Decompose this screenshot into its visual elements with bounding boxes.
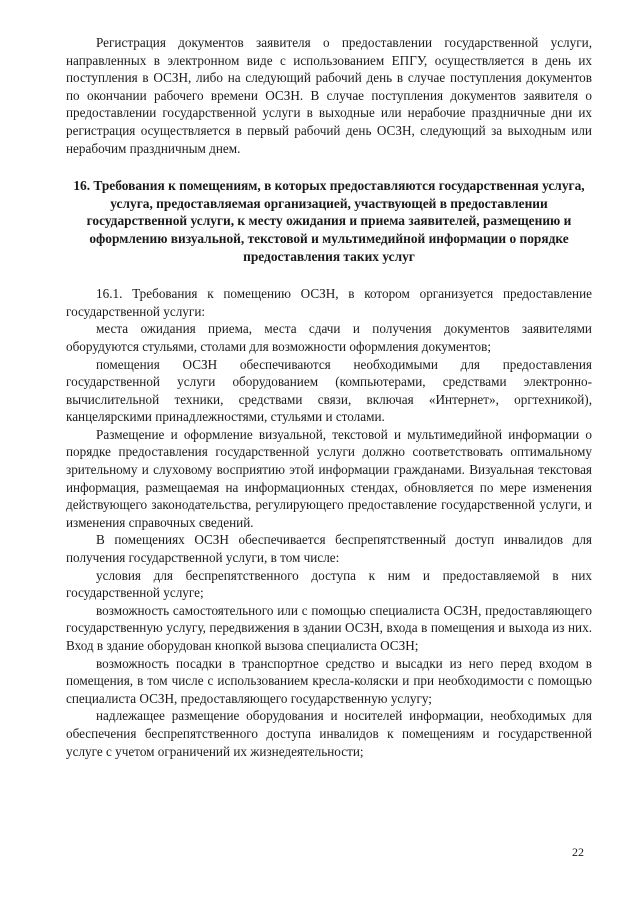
- document-page: [66, 34, 592, 760]
- paragraph-information-placement: Размещение и оформление визуальной, текстовой и мультимедийной информации о порядке предоставления государственной услуги должно соответствовать оптимальному зрительному и слуховому восприятию этой информации гражданами. Визуальная текстовая информация, размещаемая на информационных стендах, обновляется по мере изменения действующего законодательства, регулирующего предоставление государственной услуги, и изменения справочных сведений.: [66, 426, 592, 530]
- paragraph-equipment-placement: надлежащее размещение оборудования и носителей информации, необходимых для обеспечения беспрепятственного доступа инвалидов к помещениям и государственной услуге с учетом ограничений их жизнедеятельности;: [66, 708, 592, 759]
- section-heading: 16. Требования к помещениям, в которых предоставляются государственная услуга, услуга, предоставляемая организацией, участвующей в предоставлении государственной услуги, к месту ожидания и приема заявителей, размещению и оформлению визуальной, текстовой и мультимедийной информации о порядке предоставления таких услуг: [73, 178, 585, 264]
- paragraph-transport: возможность посадки в транспортное средство и высадки из него перед входом в помещения, в том числе с использованием кресла-коляски и при необходимости с помощью специалиста ОСЗН, предоставляющего государственную услугу;: [66, 655, 592, 706]
- intro-paragraph: Регистрация документов заявителя о предоставлении государственной услуги, направленных в электронном виде с использованием ЕПГУ, осуществляется в день их поступления в ОСЗН, либо на следующий рабочий день в случае поступления документов по окончании рабочего времени ОСЗН. В случае поступления документов заявителя о предоставлении государственной услуги в выходные или нерабочие праздничные дни их регистрация осуществляется в первый рабочий день ОСЗН, следующий за выходным или нерабочим праздничным днем.: [66, 35, 592, 156]
- paragraph-equipment: помещения ОСЗН обеспечиваются необходимыми для предоставления государственной услуги оборудованием (компьютерами, средствами электронно-вычислительной техники, средствами связи, включая «Интернет», оргтехникой), канцелярскими принадлежностями, стульями и столами.: [66, 356, 592, 425]
- paragraph-access-conditions: условия для беспрепятственного доступа к ним и предоставляемой в них государственной услуге;: [66, 567, 592, 601]
- paragraph-movement: возможность самостоятельного или с помощью специалиста ОСЗН, предоставляющего государственную услугу, передвижения в здании ОСЗН, входа в помещения и выхода из них. Вход в здание оборудован кнопкой вызова специалиста ОСЗН;: [66, 602, 592, 653]
- page-number: 22: [572, 845, 584, 859]
- paragraph-waiting-places: места ожидания приема, места сдачи и получения документов заявителями оборудуются стульями, столами для возможности оформления документов;: [66, 321, 592, 354]
- paragraph-16-1: 16.1. Требования к помещению ОСЗН, в котором организуется предоставление государственной услуги:: [66, 286, 592, 319]
- paragraph-disabled-access: В помещениях ОСЗН обеспечивается беспрепятственный доступ инвалидов для получения государственной услуги, в том числе:: [66, 532, 592, 566]
